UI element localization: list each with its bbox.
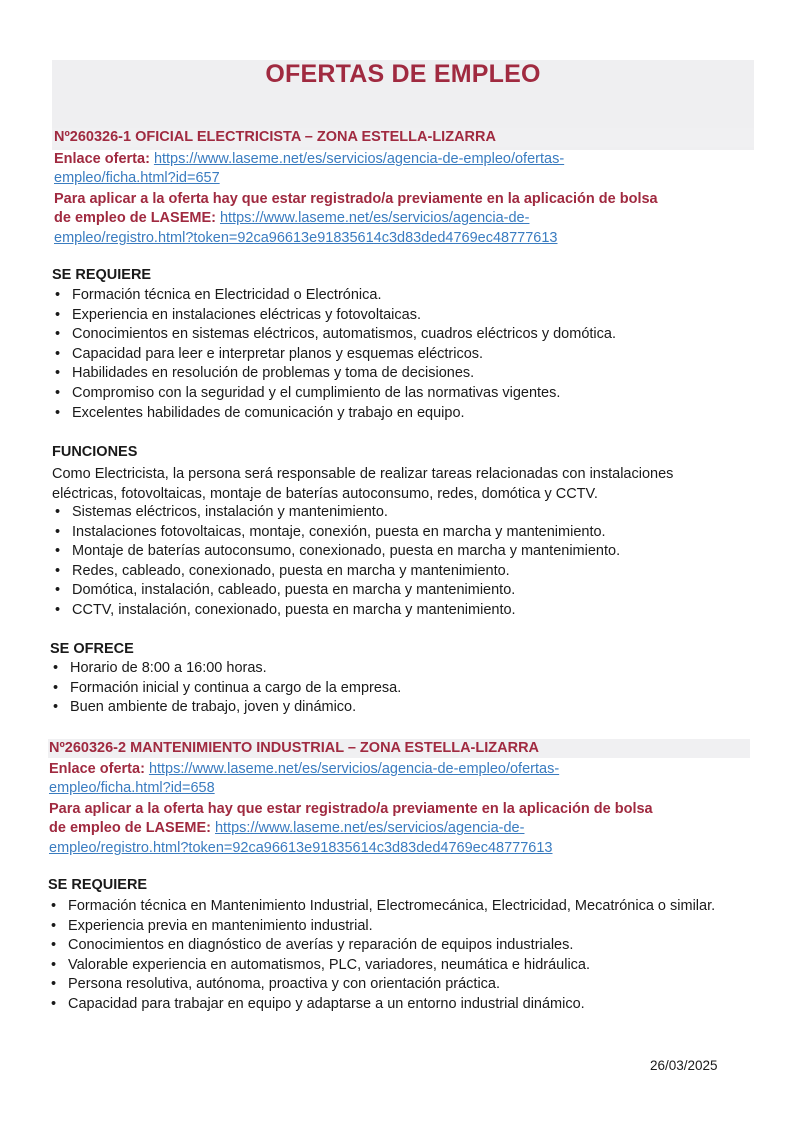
offer-link-line-2 xyxy=(54,168,220,188)
list-item: • Capacidad para leer e interpretar planos y esquemas eléctricos. xyxy=(52,345,742,365)
apply-text-cont: de empleo de LASEME: xyxy=(49,820,211,836)
offer-link[interactable]: https://www.laseme.net/es/servicios/agencia-de-empleo/ofertas- xyxy=(153,151,565,167)
apply-text-cont: de empleo de LASEME: xyxy=(54,210,216,226)
list-item: • Horario de 8:00 a 16:00 horas. xyxy=(50,659,740,679)
document-date: 26/03/2025 xyxy=(650,1058,718,1073)
offers-list xyxy=(50,659,740,718)
apply-text-line xyxy=(54,189,658,209)
functions-intro xyxy=(52,464,732,504)
list-item: • Capacidad para trabajar en equipo y adaptarse a un entorno industrial dinámico. xyxy=(48,995,728,1015)
list-item: • Conocimientos en diagnóstico de averías y reparación de equipos industriales. xyxy=(48,936,728,956)
apply-text-line xyxy=(49,799,653,819)
apply-text: Para aplicar a la oferta hay que estar registrado/a previamente en la aplicación de bolsa xyxy=(54,191,658,207)
list-item: • Experiencia en instalaciones eléctricas y fotovoltaicas. xyxy=(52,306,742,326)
requires-heading: SE REQUIERE xyxy=(48,877,148,893)
register-link-cont[interactable]: empleo/registro.html?token=92ca96613e91835614c3d83ded4769ec48777613 xyxy=(54,230,558,246)
list-item: • Compromiso con la seguridad y el cumplimiento de las normativas vigentes. xyxy=(52,384,742,404)
list-item: • Formación técnica en Mantenimiento Industrial, Electromecánica, Electricidad, Mecatrónica o similar. xyxy=(48,897,728,917)
list-item: • Montaje de baterías autoconsumo, conexionado, puesta en marcha y mantenimiento. xyxy=(52,542,742,562)
functions-list xyxy=(52,503,742,621)
offer-link-cont[interactable]: empleo/ficha.html?id=658 xyxy=(49,780,215,796)
list-item: • Experiencia previa en mantenimiento industrial. xyxy=(48,917,728,937)
offer-link-line xyxy=(54,149,564,169)
functions-intro-line: eléctricas, fotovoltaicas, montaje de baterías autoconsumo, redes, domótica y CCTV. xyxy=(52,486,598,502)
register-link-line xyxy=(49,838,553,858)
functions-intro-line: Como Electricista, la persona será responsable de realizar tareas relacionadas con instalaciones xyxy=(52,466,674,482)
register-link-line xyxy=(54,228,558,248)
requires-heading: SE REQUIERE xyxy=(52,267,152,283)
offer-link[interactable]: https://www.laseme.net/es/servicios/agencia-de-empleo/ofertas- xyxy=(148,761,560,777)
list-item: • Valorable experiencia en automatismos, PLC, variadores, neumática e hidráulica. xyxy=(48,956,728,976)
offer-link-label: Enlace oferta: xyxy=(54,151,150,167)
apply-text-line-2 xyxy=(54,208,529,228)
list-item: • Formación inicial y continua a cargo de la empresa. xyxy=(50,679,740,699)
register-link-cont[interactable]: empleo/registro.html?token=92ca96613e91835614c3d83ded4769ec48777613 xyxy=(49,840,553,856)
list-item: • CCTV, instalación, conexionado, puesta en marcha y mantenimiento. xyxy=(52,601,742,621)
offer-title: Nº260326-2 MANTENIMIENTO INDUSTRIAL – ZONA ESTELLA-LIZARRA xyxy=(49,740,540,756)
functions-heading: FUNCIONES xyxy=(52,444,138,460)
page-title: OFERTAS DE EMPLEO xyxy=(265,60,541,88)
list-item: • Sistemas eléctricos, instalación y mantenimiento. xyxy=(52,503,742,523)
list-item: • Buen ambiente de trabajo, joven y dinámico. xyxy=(50,698,740,718)
list-item: • Domótica, instalación, cableado, puesta en marcha y mantenimiento. xyxy=(52,581,742,601)
offer-title: Nº260326-1 OFICIAL ELECTRICISTA – ZONA ESTELLA-LIZARRA xyxy=(54,129,496,145)
list-item: • Redes, cableado, conexionado, puesta en marcha y mantenimiento. xyxy=(52,562,742,582)
offer-link-line-2 xyxy=(49,778,215,798)
register-link[interactable]: https://www.laseme.net/es/servicios/agencia-de- xyxy=(214,820,525,836)
register-link[interactable]: https://www.laseme.net/es/servicios/agencia-de- xyxy=(219,210,530,226)
requires-list xyxy=(52,286,742,423)
offer-link-line xyxy=(49,759,559,779)
list-item: • Excelentes habilidades de comunicación y trabajo en equipo. xyxy=(52,404,742,424)
list-item: • Habilidades en resolución de problemas y toma de decisiones. xyxy=(52,364,742,384)
offers-heading: SE OFRECE xyxy=(50,641,134,657)
apply-text: Para aplicar a la oferta hay que estar registrado/a previamente en la aplicación de bolsa xyxy=(49,801,653,817)
offer-link-label: Enlace oferta: xyxy=(49,761,145,777)
list-item: • Instalaciones fotovoltaicas, montaje, conexión, puesta en marcha y mantenimiento. xyxy=(52,523,742,543)
list-item: • Formación técnica en Electricidad o Electrónica. xyxy=(52,286,742,306)
apply-text-line-2 xyxy=(49,818,524,838)
offer-link-cont[interactable]: empleo/ficha.html?id=657 xyxy=(54,170,220,186)
requires-list xyxy=(48,897,728,1015)
list-item: • Conocimientos en sistemas eléctricos, automatismos, cuadros eléctricos y domótica. xyxy=(52,325,742,345)
list-item: • Persona resolutiva, autónoma, proactiva y con orientación práctica. xyxy=(48,975,728,995)
